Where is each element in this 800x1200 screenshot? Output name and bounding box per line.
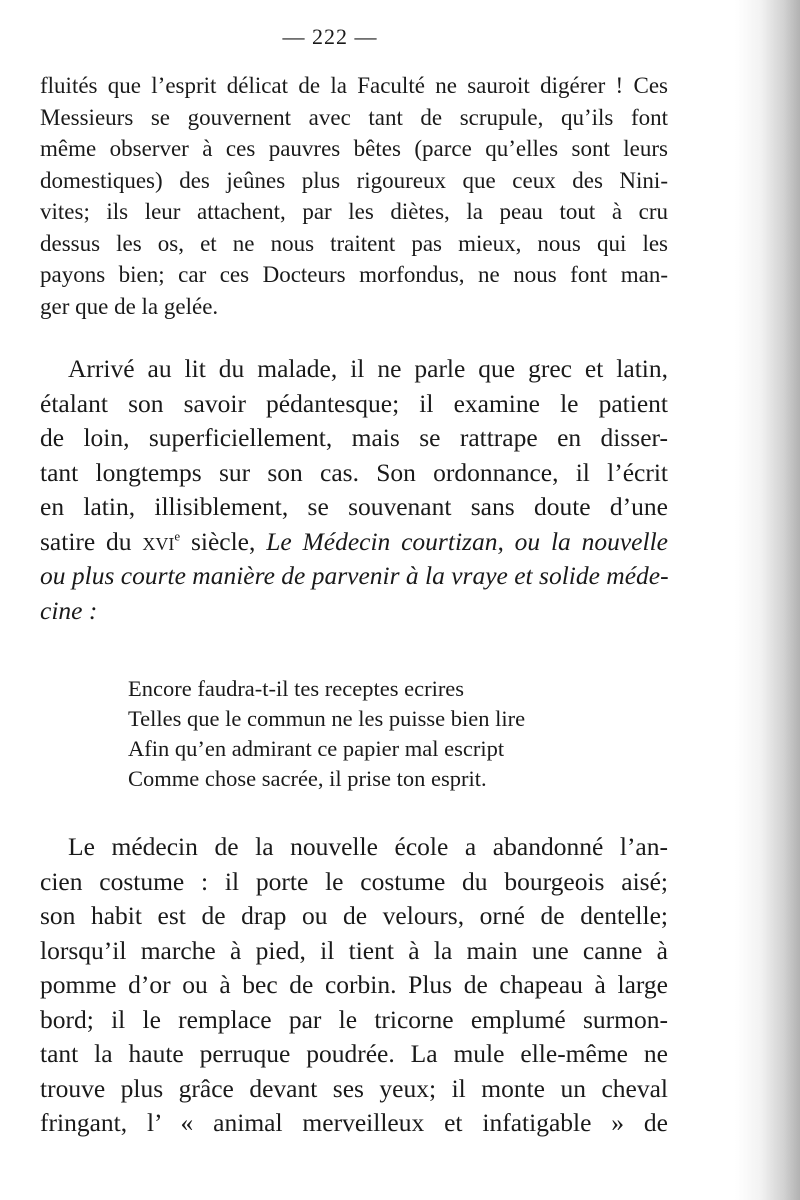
text-line: cien costume : il porte le costume du bourgeois aisé; xyxy=(40,866,668,896)
text-line: vites; ils leur attachent, par les diètes, la peau tout à cru xyxy=(40,199,668,224)
text-line: pomme d’or ou à bec de corbin. Plus de chapeau à large xyxy=(40,970,668,999)
book-title-italic: ou plus courte manière de parvenir à la vraye et solide méde- xyxy=(40,561,669,590)
paragraph-3 xyxy=(40,830,668,1141)
verse-line: Telles que le commun ne les puisse bien lire xyxy=(128,706,526,731)
page-gutter-shadow xyxy=(760,0,800,1200)
text-line: dessus les os, et ne nous traitent pas mieux, nous qui les xyxy=(40,230,668,256)
text-line: ger que de la gelée. xyxy=(40,293,219,319)
text-span: satire du xyxy=(40,526,143,556)
text-line: son habit est de drap ou de velours, orné de dentelle; xyxy=(40,901,668,930)
text-line: payons bien; car ces Docteurs morfondus, ne nous font man- xyxy=(40,262,668,287)
verse-quote xyxy=(128,674,525,794)
book-title-italic: Le Médecin courtizan, ou la nouvelle xyxy=(266,526,668,556)
text-line: tant la haute perruque poudrée. La mule elle-même ne xyxy=(40,1039,668,1068)
text-line: Arrivé au lit du malade, il ne parle que grec et latin, xyxy=(68,354,668,383)
superscript: e xyxy=(174,528,181,543)
text-line: domestiques) des jeûnes plus rigoureux que ceux des Nini- xyxy=(40,167,668,193)
text-line: même observer à ces pauvres bêtes (parce qu’elles sont leurs xyxy=(40,136,668,161)
verse-line: Afin qu’en admirant ce papier mal escript xyxy=(128,736,505,761)
text-line: tant longtemps sur son cas. Son ordonnance, il l’écrit xyxy=(40,457,668,487)
text-line: en latin, illisiblement, se souvenant sans doute d’une xyxy=(40,492,668,521)
text-line: lorsqu’il marche à pied, il tient à la main une canne à xyxy=(40,935,668,965)
verse-line: Encore faudra-t-il tes receptes ecrires xyxy=(128,676,465,701)
text-line: fringant, l’ « animal merveilleux et infatigable » de xyxy=(40,1108,668,1137)
text-span: siècle, xyxy=(180,526,267,556)
page-number: — 222 — xyxy=(282,24,378,49)
text-line: de loin, superficiellement, mais se rattrape en disser- xyxy=(40,423,668,452)
text-line: Le médecin de la nouvelle école a abandonné l’an- xyxy=(68,832,668,861)
book-title-italic: cine : xyxy=(40,595,98,625)
paragraph-1 xyxy=(40,70,668,322)
text-line: étalant son savoir pédantesque; il examine le patient xyxy=(40,388,668,418)
text-line: Messieurs se gouvernent avec tant de scrupule, qu’ils font xyxy=(40,104,668,130)
century-numeral: xvi xyxy=(142,526,175,556)
text-line-mixed xyxy=(40,525,668,560)
text-line: bord; il le remplace par le tricorne emplumé surmon- xyxy=(40,1004,668,1034)
verse-line: Comme chose sacrée, il prise ton esprit. xyxy=(128,766,487,791)
paragraph-2 xyxy=(40,352,668,628)
text-line: trouve plus grâce devant ses yeux; il monte un cheval xyxy=(40,1073,668,1103)
text-line: fluités que l’esprit délicat de la Faculté ne sauroit digérer ! Ces xyxy=(40,73,668,98)
